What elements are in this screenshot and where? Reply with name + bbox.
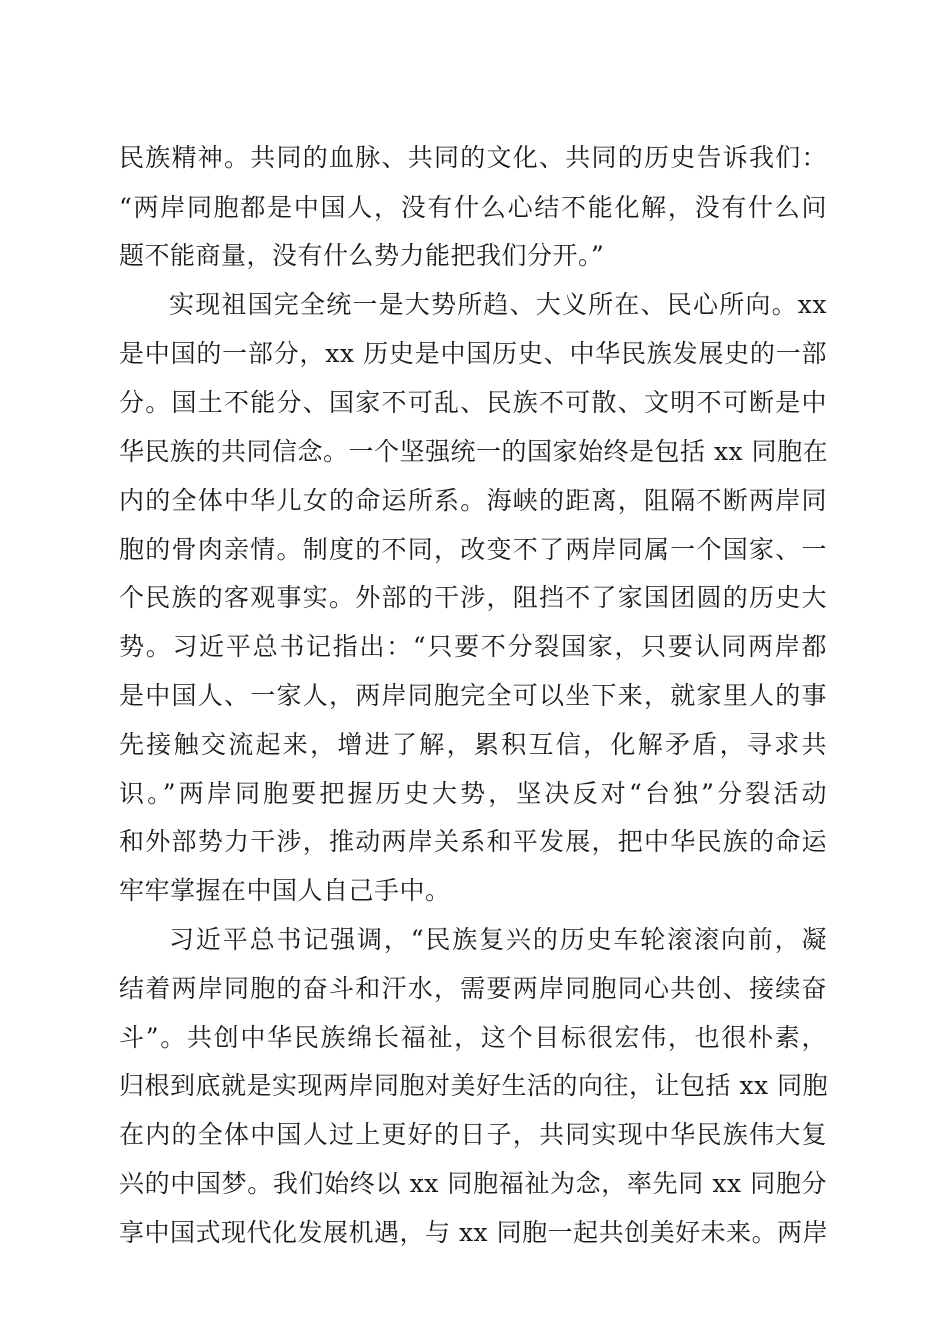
text-line: 个民族的客观事实。外部的干涉，阻挡不了家国团圆的历史大 [119,583,827,612]
text-line: 胞的骨肉亲情。制度的不同，改变不了两岸同属一个国家、一 [119,535,827,564]
text-line: 兴的中国梦。我们始终以 xx 同胞福祉为念，率先同 xx 同胞分 [119,1169,827,1198]
text-line: 势。习近平总书记指出：“只要不分裂国家，只要认同两岸都 [119,632,827,661]
text-line: 是中国的一部分，xx 历史是中国历史、中华民族发展史的一部 [119,339,827,368]
text-line: 民族精神。共同的血脉、共同的文化、共同的历史告诉我们： [119,143,827,172]
text-line: 牢牢掌握在中国人自己手中。 [119,876,451,905]
text-line: 分。国土不能分、国家不可乱、民族不可散、文明不可断是中 [119,388,827,417]
text-line: 在内的全体中国人过上更好的日子，共同实现中华民族伟大复 [119,1120,827,1149]
text-line: 华民族的共同信念。一个坚强统一的国家始终是包括 xx 同胞在 [119,437,829,466]
text-line: 结着两岸同胞的奋斗和汗水，需要两岸同胞同心共创、接续奋 [119,974,827,1003]
text-line: 识。”两岸同胞要把握历史大势，坚决反对“台独”分裂活动 [119,779,827,808]
text-line: 享中国式现代化发展机遇，与 xx 同胞一起共创美好未来。两岸 [119,1218,829,1247]
text-line: “两岸同胞都是中国人，没有什么心结不能化解，没有什么问 [119,193,827,222]
text-line: 题不能商量，没有什么势力能把我们分开。” [119,241,605,270]
text-line: 实现祖国完全统一是大势所趋、大义所在、民心所向。xx [169,290,827,319]
text-line: 是中国人、一家人，两岸同胞完全可以坐下来，就家里人的事 [119,681,827,710]
text-line: 习近平总书记强调，“民族复兴的历史车轮滚滚向前，凝 [169,925,827,954]
text-line: 先接触交流起来，增进了解，累积互信，化解矛盾，寻求共 [119,730,827,759]
text-line: 内的全体中华儿女的命运所系。海峡的距离，阻隔不断两岸同 [119,486,827,515]
text-line: 和外部势力干涉，推动两岸关系和平发展，把中华民族的命运 [119,827,827,856]
text-line: 斗”。共创中华民族绵长福祉，这个目标很宏伟，也很朴素， [119,1023,827,1052]
text-line: 归根到底就是实现两岸同胞对美好生活的向往，让包括 xx 同胞 [119,1071,829,1100]
